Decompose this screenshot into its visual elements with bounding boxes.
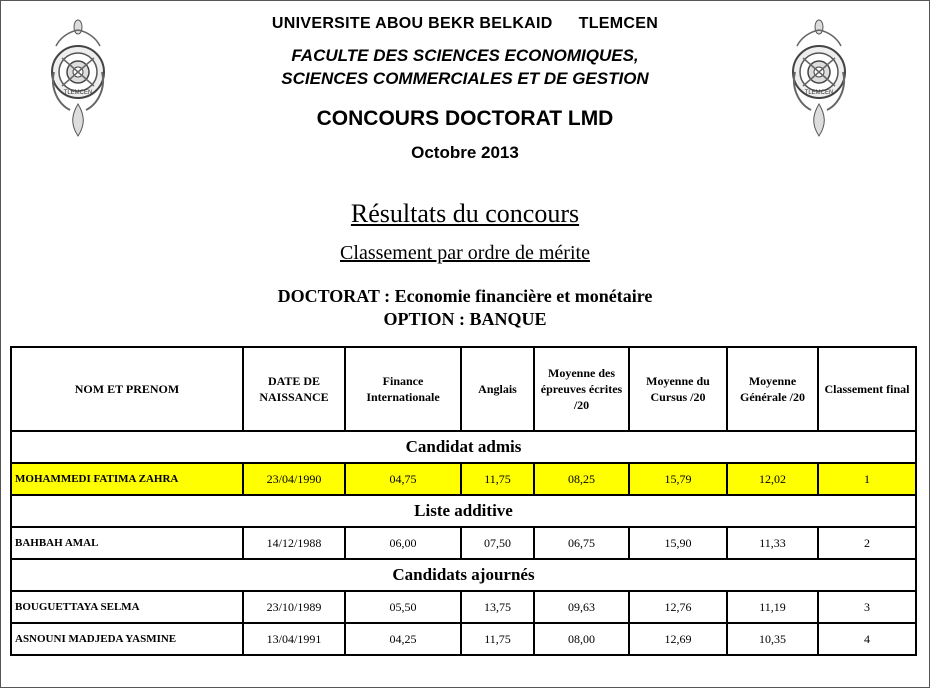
cell-birthdate: 13/04/1991: [243, 623, 345, 655]
col-header-rank: Classement final: [818, 347, 916, 431]
col-header-birthdate: DATE DE NAISSANCE: [243, 347, 345, 431]
table-row: [11, 623, 916, 655]
results-table: [10, 346, 917, 656]
cell-cursus-avg: 12,69: [629, 623, 727, 655]
cell-cursus-avg: 12,76: [629, 591, 727, 623]
program-option: OPTION : BANQUE: [383, 309, 547, 329]
competition-title: CONCOURS DOCTORAT LMD: [316, 107, 614, 130]
session-date: Octobre 2013: [411, 143, 519, 162]
table-row: [11, 527, 916, 559]
cell-name: ASNOUNI MADJEDA YASMINE: [11, 623, 243, 655]
cell-written-avg: 08,25: [534, 463, 629, 495]
table-header-row: [11, 347, 916, 431]
cell-name: BOUGUETTAYA SELMA: [11, 591, 243, 623]
seal-text-left: TLEMCEN: [63, 90, 93, 96]
col-header-cursus-avg: Moyenne du Cursus /20: [629, 347, 727, 431]
col-header-name: NOM ET PRENOM: [11, 347, 243, 431]
cell-birthdate: 23/04/1990: [243, 463, 345, 495]
section-row-admis: [11, 431, 916, 463]
cell-general-avg: 11,19: [727, 591, 818, 623]
cell-birthdate: 14/12/1988: [243, 527, 345, 559]
cell-written-avg: 08,00: [534, 623, 629, 655]
table-row: [11, 591, 916, 623]
cell-general-avg: 12,02: [727, 463, 818, 495]
section-title: Liste additive: [11, 495, 916, 527]
university-header: [0, 15, 930, 33]
cell-anglais: 07,50: [461, 527, 534, 559]
cell-anglais: 11,75: [461, 623, 534, 655]
ranking-subtitle: Classement par ordre de mérite: [340, 242, 590, 264]
faculty-line-2: SCIENCES COMMERCIALES ET DE GESTION: [281, 69, 649, 88]
cell-rank: 3: [818, 591, 916, 623]
cell-finance: 05,50: [345, 591, 461, 623]
doctorate-program: DOCTORAT : Economie financière et monétaire: [277, 286, 653, 306]
cell-anglais: 13,75: [461, 591, 534, 623]
cell-cursus-avg: 15,90: [629, 527, 727, 559]
cell-finance: 04,25: [345, 623, 461, 655]
cell-general-avg: 11,33: [727, 527, 818, 559]
section-title: Candidats ajournés: [11, 559, 916, 591]
col-header-finance: Finance Internationale: [345, 347, 461, 431]
col-header-general-avg: Moyenne Générale /20: [727, 347, 818, 431]
cell-general-avg: 10,35: [727, 623, 818, 655]
cell-finance: 04,75: [345, 463, 461, 495]
col-header-written-avg: Moyenne des épreuves écrites /20: [534, 347, 629, 431]
cell-name: BAHBAH AMAL: [11, 527, 243, 559]
cell-name: MOHAMMEDI FATIMA ZAHRA: [11, 463, 243, 495]
university-name: UNIVERSITE ABOU BEKR BELKAID: [271, 15, 553, 32]
section-row-ajournes: [11, 559, 916, 591]
cell-anglais: 11,75: [461, 463, 534, 495]
cell-written-avg: 09,63: [534, 591, 629, 623]
cell-rank: 2: [818, 527, 916, 559]
results-title: Résultats du concours: [350, 199, 580, 228]
cell-written-avg: 06,75: [534, 527, 629, 559]
cell-cursus-avg: 15,79: [629, 463, 727, 495]
seal-text-right: TLEMCEN: [804, 90, 834, 96]
section-row-additive: [11, 495, 916, 527]
cell-birthdate: 23/10/1989: [243, 591, 345, 623]
cell-finance: 06,00: [345, 527, 461, 559]
university-city: TLEMCEN: [578, 15, 659, 32]
col-header-anglais: Anglais: [461, 347, 534, 431]
table-row: [11, 463, 916, 495]
cell-rank: 1: [818, 463, 916, 495]
faculty-line-1: FACULTE DES SCIENCES ECONOMIQUES,: [291, 46, 639, 65]
section-title: Candidat admis: [11, 431, 916, 463]
cell-rank: 4: [818, 623, 916, 655]
